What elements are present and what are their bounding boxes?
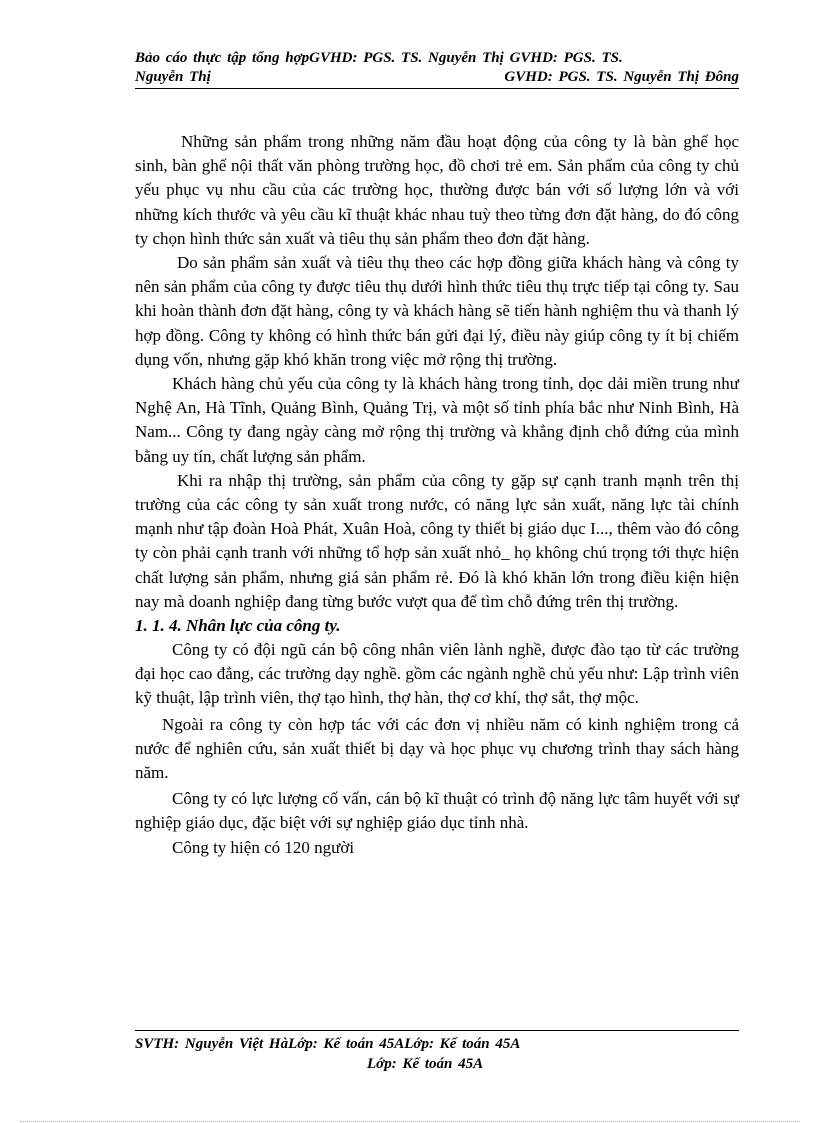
header-line-2 (135, 68, 739, 87)
page-bottom-edge (20, 1121, 800, 1122)
paragraph: Công ty có lực lượng cố vấn, cán bộ kĩ thuật có trình độ năng lực tâm huyết với sự nghiệp giáo dục, đặc biệt với sự nghiệp giáo dục tỉnh nhà. (135, 789, 739, 833)
header-student-name: Nguyễn Thị (135, 69, 211, 85)
paragraph: Công ty hiện có 120 người (172, 837, 355, 857)
footer-line-2: Lớp: Kế toán 45A (367, 1056, 484, 1072)
page-footer (135, 1030, 739, 1074)
paragraph: Những sản phẩm trong những năm đầu hoạt động của công ty là bàn ghế học sinh, bàn ghế nội thất văn phòng trường học, đồ chơi trẻ em. Sản phẩm của công ty chủ yếu phục vụ nhu cầu của các trường học, thường được bán với số lượng lớn và với những kích thước và yêu cầu kĩ thuật khác nhau tuỳ theo từng đơn đặt hàng, do đó công ty chọn hình thức sản xuất và tiêu thụ sản phẩm theo đơn đặt hàng. (135, 132, 739, 248)
header-supervisor: GVHD: PGS. TS. Nguyễn Thị Đông (504, 69, 739, 85)
paragraph: Ngoài ra công ty còn hợp tác với các đơn vị nhiều năm có kinh nghiệm trong cả nước để nghiên cứu, sản xuất thiết bị dạy và học phục vụ chương trình thay sách hàng năm. (135, 714, 739, 783)
paragraph: Công ty có đội ngũ cán bộ công nhân viên lành nghề, được đào tạo từ các trường đại học cao đẳng, các trường dạy nghề. gồm các ngành nghề chủ yếu như: Lập trình viên kỹ thuật, lập trình viên, thợ tạo hình, thợ hàn, thợ cơ khí, thợ sắt, thợ mộc. (135, 640, 739, 708)
section-heading: 1. 1. 4. Nhân lực của công ty. (135, 616, 341, 636)
page-header (135, 49, 739, 89)
paragraph: Khách hàng chủ yếu của công ty là khách hàng trong tỉnh, dọc dải miền trung như Nghệ An, Hà Tĩnh, Quảng Bình, Quảng Trị, và một số tỉnh phía bắc như Ninh Bình, Hà Nam... Công ty đang ngày càng mở rộng thị trường và khẳng định chỗ đứng của mình bằng uy tín, chất lượng sản phẩm. (135, 374, 739, 466)
header-line-1: Bảo cáo thực tập tổng hợpGVHD: PGS. TS. Nguyễn Thị GVHD: PGS. TS. (135, 50, 623, 66)
document-body (135, 130, 739, 860)
paragraph: Do sản phẩm sản xuất và tiêu thụ theo các hợp đồng giữa khách hàng và công ty nên sản phẩm của công ty được tiêu thụ dưới hình thức tiêu thụ trực tiếp tại công ty. Sau khi hoàn thành đơn đặt hàng, công ty và khách hàng sẽ tiến hành nghiệm thu và thanh lý hợp đồng. Công ty không có hình thức bán gửi đại lý, điều này giúp công ty ít bị chiếm dụng vốn, nhưng gặp khó khăn trong việc mở rộng thị trường. (135, 253, 739, 369)
footer-line-1: SVTH: Nguyễn Việt HàLớp: Kế toán 45ALớp: Kế toán 45A (135, 1036, 521, 1052)
paragraph: Khi ra nhập thị trường, sản phẩm của công ty gặp sự cạnh tranh mạnh trên thị trường của các công ty sản xuất trong nước, có năng lực sản xuất, năng lực tài chính mạnh như tập đoàn Hoà Phát, Xuân Hoà, công ty thiết bị giáo dục I..., thêm vào đó công ty còn phải cạnh tranh với những tổ hợp sản xuất nhỏ_ họ không chú trọng tới thực hiện chất lượng sản phẩm, nhưng giá sản phẩm rẻ. Đó là khó khăn lớn trong điều kiện hiện nay mà doanh nghiệp đang từng bước vượt qua để tìm chỗ đứng trên thị trường. (135, 470, 739, 611)
